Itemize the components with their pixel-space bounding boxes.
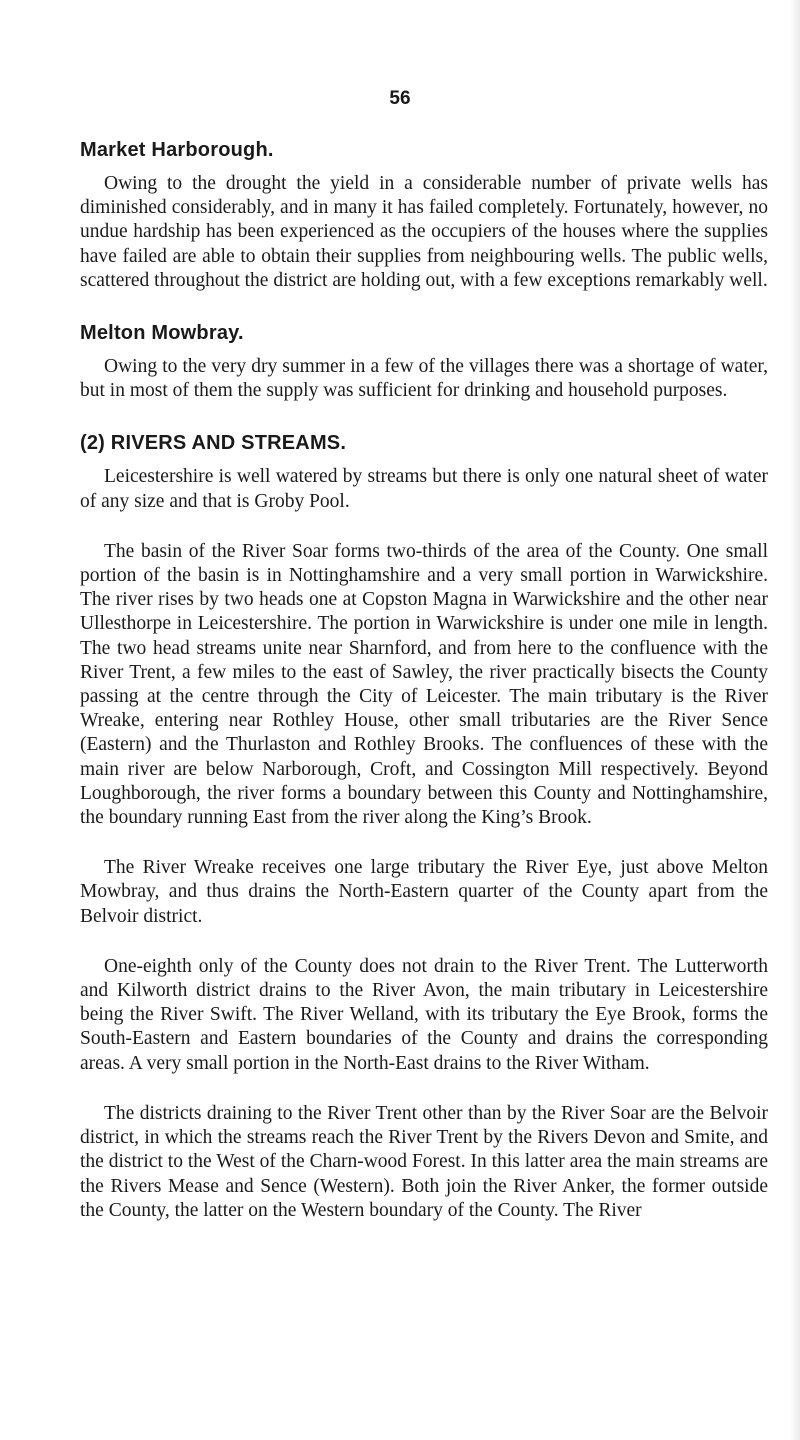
paragraph: Leicestershire is well watered by streams but there is only one natural sheet of water of any size and that is Groby Pool. [80, 466, 768, 512]
page-edge-shadow [790, 0, 800, 1440]
section-heading: Melton Mowbray. [80, 322, 244, 345]
section-heading: Market Harborough. [80, 139, 274, 161]
section-rivers-and-streams [80, 431, 768, 1222]
section-market-harborough [80, 138, 768, 293]
paragraph: The districts draining to the River Trent other than by the River Soar are the Belvoir district, in which the streams reach the River Trent by the Rivers Devon and Smite, and the district to the West of the Charn-wood Forest. In this latter area the main streams are the Rivers Mease and Sence (Western). Both join the River Anker, the former outside the County, the latter on the Western boundary of the County. The River [80, 1102, 768, 1221]
page-body [80, 138, 768, 1223]
page-number: 56 [389, 88, 411, 109]
paragraph: The River Wreake receives one large tributary the River Eye, just above Melton Mowbray, and thus drains the North-Eastern quarter of the County apart from the Belvoir district. [80, 857, 768, 927]
paragraph: Owing to the drought the yield in a considerable number of private wells has diminished considerably, and in many it has failed completely. Fortunately, however, no undue hardship has been experienced as the occupiers of the houses where the supplies have failed are able to obtain their supplies from neighbouring wells. The public wells, scattered throughout the district are holding out, with a few exceptions remarkably well. [80, 173, 768, 291]
paragraph: One-eighth only of the County does not drain to the River Trent. The Lutterworth and Kilworth district drains to the River Avon, the main tributary in Leicestershire being the River Swift. The River Welland, with its tributary the Eye Brook, forms the South-Eastern and Eastern boundaries of the County and drains the corresponding areas. A very small portion in the North-East drains to the River Witham. [80, 955, 768, 1074]
paragraph: Owing to the very dry summer in a few of the villages there was a shortage of water, but in most of them the supply was sufficient for drinking and household purposes. [80, 356, 768, 402]
section-heading: (2) RIVERS AND STREAMS. [80, 432, 347, 455]
paragraph: The basin of the River Soar forms two-thirds of the area of the County. One small portion of the basin is in Nottinghamshire and a very small portion in Warwickshire. The river rises by two heads one at Copston Magna in Warwickshire and the other near Ullesthorpe in Leicestershire. The portion in Warwickshire is under one mile in length. The two head streams unite near Sharnford, and from here to the confluence with the River Trent, a few miles to the east of Sawley, the river practically bisects the County passing at the centre through the City of Leicester. The main tributary is the River Wreake, entering near Rothley House, other small tributaries are the River Sence (Eastern) and the Thurlaston and Rothley Brooks. The confluences of these with the main river are below Narborough, Croft, and Cossington Mill respectively. Beyond Loughborough, the river forms a boundary between this County and Nottinghamshire, the boundary running East from the river along the King’s Brook. [80, 540, 768, 829]
section-melton-mowbray [80, 321, 768, 403]
